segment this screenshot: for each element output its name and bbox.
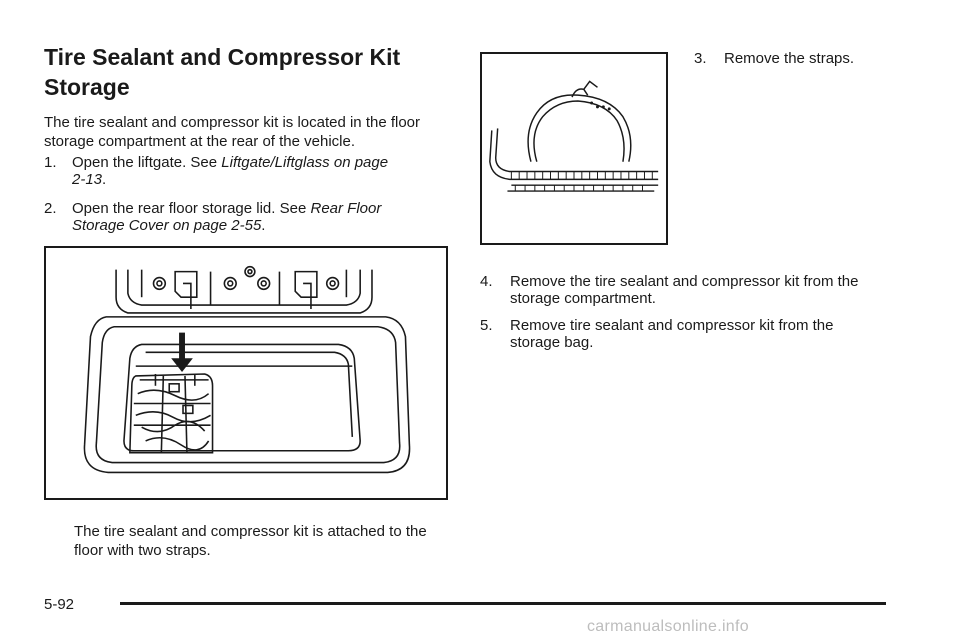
strap-illustration	[482, 54, 666, 243]
step-5	[480, 317, 880, 357]
figure-caption: The tire sealant and compressor kit is attached to the floor with two straps.	[74, 523, 427, 559]
section-heading: Tire Sealant and Compressor Kit Storage	[44, 44, 401, 100]
watermark: carmanualsonline.info	[587, 618, 749, 635]
step-number: 4.	[480, 273, 493, 290]
step-number: 3.	[694, 50, 707, 67]
storage-compartment-illustration	[46, 248, 446, 498]
step-number: 2.	[44, 200, 57, 217]
step-tail: .	[102, 171, 107, 188]
step-tail: .	[261, 217, 266, 234]
intro-paragraph: The tire sealant and compressor kit is located in the floor storage compartment at the rear of the vehicle.	[44, 114, 421, 150]
step-text: Remove the straps.	[724, 50, 855, 67]
page-number: 5-92	[44, 596, 75, 613]
step-instruction: Open the liftgate. See	[72, 154, 222, 171]
step-3	[694, 50, 934, 70]
strap-detail-figure	[480, 52, 668, 245]
step-text: Remove tire sealant and compressor kit from the storage bag.	[510, 317, 834, 351]
step-text	[72, 154, 402, 188]
footer-rule	[120, 602, 886, 605]
step-number: 1.	[44, 154, 57, 171]
step-number: 5.	[480, 317, 493, 334]
step-1	[44, 154, 444, 190]
step-4	[480, 273, 880, 313]
step-instruction: Open the rear floor storage lid. See	[72, 200, 311, 217]
step-text: Remove the tire sealant and compressor kit from the storage compartment.	[510, 273, 859, 307]
storage-compartment-figure	[44, 246, 448, 500]
cross-reference-link[interactable]: Liftgate/Liftglass on page 2-13	[72, 154, 389, 188]
step-2	[44, 200, 444, 236]
step-text	[72, 200, 432, 234]
cross-reference-link[interactable]: Rear Floor Storage Cover on page 2-55	[72, 200, 382, 234]
